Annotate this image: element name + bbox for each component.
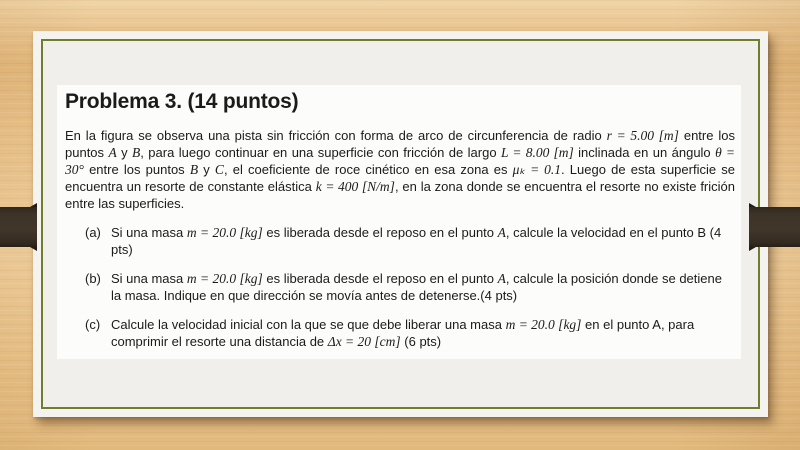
- item-text-c: Calcule la velocidad inicial con la que se que debe liberar una masa m = 20.0 [kg] en el punto A, para comprimir el resorte una distancia de Δx = 20 [cm] (6 pts): [111, 317, 695, 349]
- problem-item-b: [65, 270, 735, 304]
- problem-items: [65, 224, 735, 350]
- problem-document: [57, 85, 741, 359]
- problem-statement: En la figura se observa una pista sin fricción con forma de arco de circunferencia de radio r = 5.00 [m] entre los puntos A y B, para luego continuar en una superficie con fricción de largo L = 8.00 [m] inclinada en un ángulo θ = 30° entre los puntos B y C, el coeficiente de roce cinético en esa zona es μₖ = 0.1. Luego de esta superficie se encuentra un resorte de constante elástica k = 400 [N/m], en la zona donde se encuentra el resorte no existe frición entre las superficies.: [65, 128, 735, 211]
- problem-item-a: [65, 224, 735, 258]
- item-label-c: (c): [85, 317, 101, 332]
- item-text-b: Si una masa m = 20.0 [kg] es liberada desde el reposo en el punto A, calcule la posición donde se detiene la masa. Indique en que dirección se movía antes de detenerse.(4 pts): [111, 271, 722, 303]
- slide: [33, 31, 768, 417]
- ribbon-left: [0, 207, 37, 247]
- problem-title: Problema 3. (14 puntos): [65, 90, 299, 113]
- problem-item-c: [65, 316, 735, 350]
- item-label-b: (b): [85, 271, 101, 286]
- item-label-a: (a): [85, 225, 101, 240]
- ribbon-right: [749, 207, 800, 247]
- item-text-a: Si una masa m = 20.0 [kg] es liberada desde el reposo en el punto A, calcule la velocidad en el punto B (4 pts): [111, 225, 722, 257]
